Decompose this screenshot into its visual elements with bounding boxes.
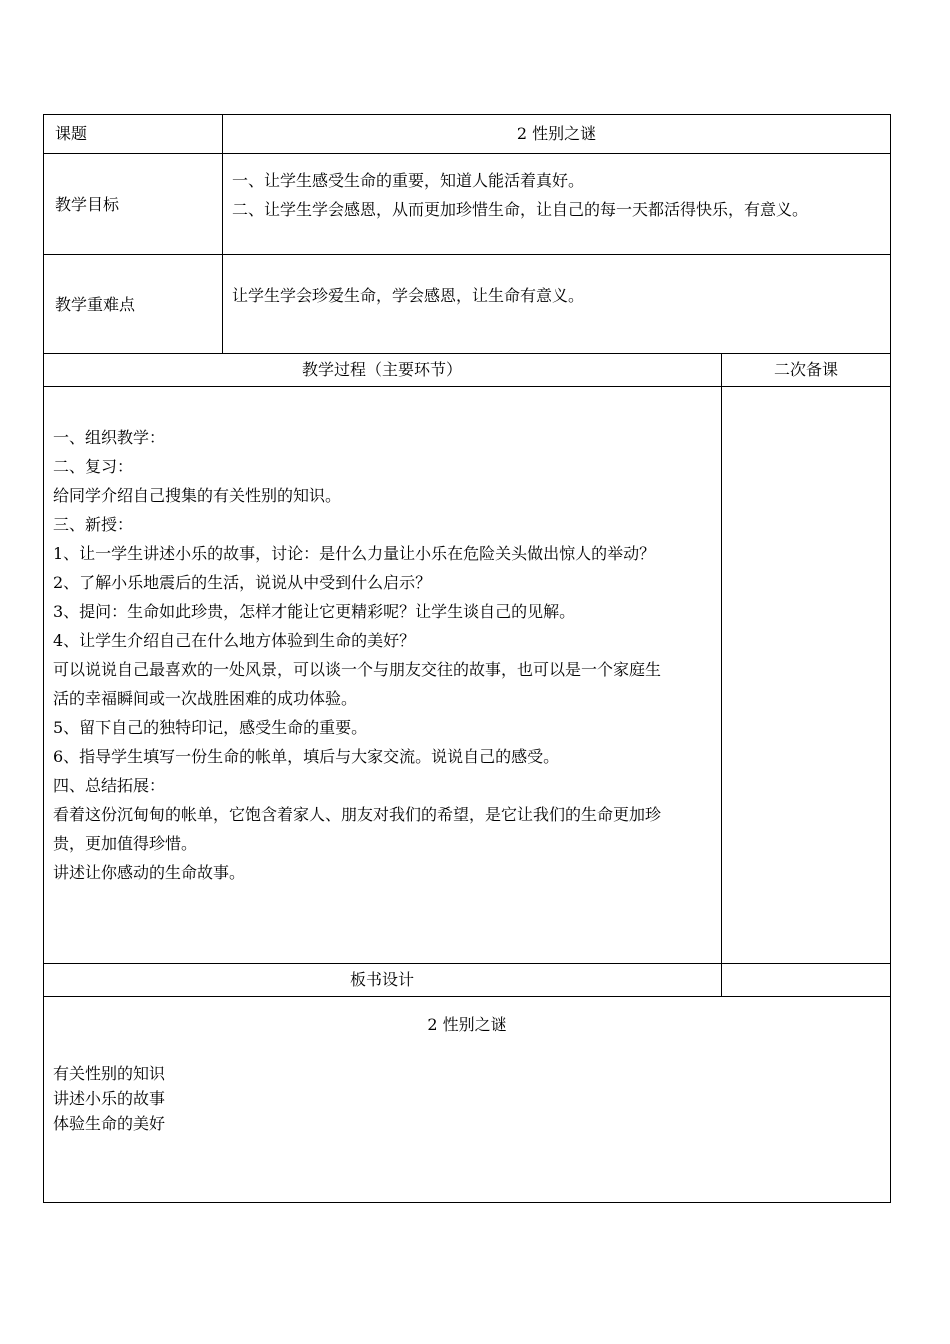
process-line: 给同学介绍自己搜集的有关性别的知识。 [53,486,342,505]
row-divider [43,996,891,997]
row-divider [43,254,891,255]
board-line: 有关性别的知识 [53,1064,166,1083]
second-prep-header: 二次备课 [773,360,838,379]
board-title: 2 性别之谜 [427,1015,507,1034]
process-line: 讲述让你感动的生命故事。 [53,863,246,882]
process-line: 二、复习： [53,457,134,476]
key-value: 让学生学会珍爱生命，学会感恩，让生命有意义。 [232,286,585,305]
process-line: 四、总结拓展： [53,776,166,795]
topic-value: 2 性别之谜 [516,124,597,143]
process-line: 三、新授： [53,515,134,534]
row-divider [43,386,891,387]
process-header: 教学过程（主要环节） [301,360,462,379]
goal-line: 二、让学生学会感恩，从而更加珍惜生命，让自己的每一天都活得快乐，有意义。 [232,200,809,219]
topic-label: 课题 [55,124,88,143]
process-line: 2、了解小乐地震后的生活，说说从中受到什么启示？ [53,573,432,592]
row-divider [43,353,891,354]
process-line: 一、组织教学： [53,428,166,447]
board-header: 板书设计 [349,970,414,989]
process-line: 看着这份沉甸甸的帐单，它饱含着家人、朋友对我们的希望，是它让我们的生命更加珍 [53,805,662,824]
board-line: 讲述小乐的故事 [53,1089,166,1108]
process-line: 4、让学生介绍自己在什么地方体验到生命的美好？ [53,631,416,650]
goal-label: 教学目标 [55,195,120,214]
process-line: 5、留下自己的独特印记，感受生命的重要。 [53,718,368,737]
process-line: 贵，更加值得珍惜。 [53,834,198,853]
goal-text [232,166,808,224]
process-line: 1、让一学生讲述小乐的故事，讨论：是什么力量让小乐在危险关头做出惊人的举动？ [53,544,656,563]
process-line: 可以说说自己最喜欢的一处风景，可以谈一个与朋友交往的故事，也可以是一个家庭生 [53,660,662,679]
board-content [53,1061,165,1136]
process-content [53,423,661,887]
process-line: 3、提问：生命如此珍贵，怎样才能让它更精彩呢？让学生谈自己的见解。 [53,602,576,621]
key-label: 教学重难点 [55,295,136,314]
row-divider [43,153,891,154]
process-line: 活的幸福瞬间或一次战胜困难的成功体验。 [53,689,358,708]
column-divider [721,353,722,997]
column-divider [222,114,223,354]
row-divider [43,963,891,964]
board-line: 体验生命的美好 [53,1114,166,1133]
goal-line: 一、让学生感受生命的重要，知道人能活着真好。 [232,171,585,190]
process-line: 6、指导学生填写一份生命的帐单，填后与大家交流。说说自己的感受。 [53,747,560,766]
